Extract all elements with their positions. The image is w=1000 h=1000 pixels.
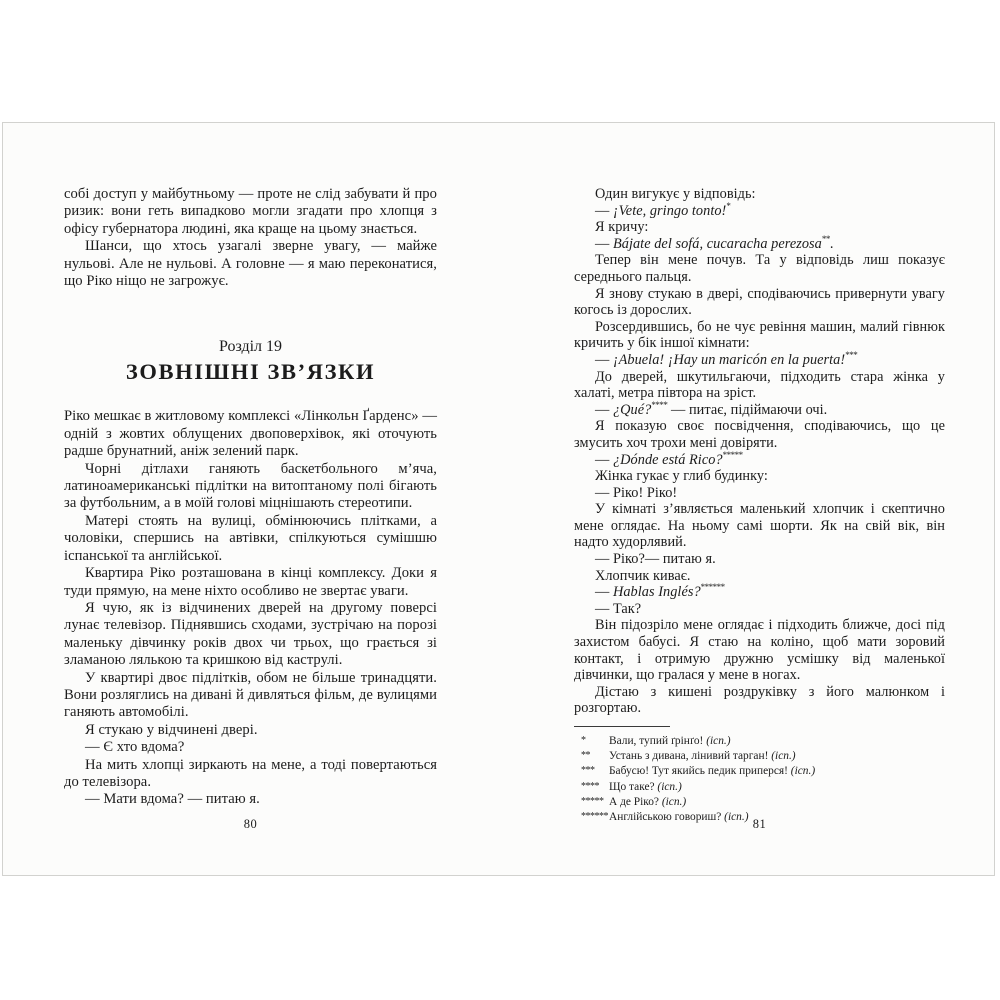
page-left-body-text bbox=[64, 408, 437, 808]
paragraph bbox=[574, 501, 945, 551]
page-left bbox=[64, 186, 437, 809]
footnote-item bbox=[574, 781, 945, 794]
text-run: . bbox=[829, 235, 834, 252]
paragraph bbox=[574, 617, 945, 683]
text-run: Я чую, як із відчинених дверей на другому поверсі лунає телевізор. Піднявшись сходами, зустрічаю на порозі маленьку дівчинку років двох чи трьох, що грається зі зламаною лялькою та кришкою від каструлі. bbox=[64, 599, 437, 669]
page-right bbox=[574, 186, 945, 826]
footnote-language-note: (ісп.) bbox=[771, 750, 796, 763]
spanish-phrase: ¡Vete, gringo tonto! bbox=[612, 202, 727, 219]
paragraph bbox=[574, 252, 945, 285]
text-run: — bbox=[595, 451, 613, 468]
text-run: — Ріко?— питаю я. bbox=[595, 551, 716, 568]
paragraph bbox=[64, 722, 437, 739]
paragraph bbox=[64, 408, 437, 460]
paragraph bbox=[574, 449, 945, 469]
footnote-marker: *** bbox=[581, 765, 595, 777]
text-run: Тепер він мене почув. Та у відповідь лиш показує середнього пальця. bbox=[574, 252, 945, 285]
text-run: Чорні дітлахи ганяють баскетбольного м’яча, латиноамериканські підлітки на витоптаному полі бігають за футбольним, а в моїй голові міцнішають стереотипи. bbox=[64, 460, 437, 512]
footnote-text: Що таке? bbox=[609, 780, 658, 793]
paragraph bbox=[574, 418, 945, 451]
paragraph bbox=[574, 236, 945, 253]
text-run: Дістаю з кишені роздруківку з його малюнком і розгортаю. bbox=[574, 683, 945, 717]
text-run: — bbox=[595, 202, 613, 219]
book-spread bbox=[2, 122, 995, 876]
text-run: Розсердившись, бо не чує ревіння машин, малий гівнюк кричить у бік іншої кімнати: bbox=[574, 318, 945, 352]
paragraph bbox=[574, 186, 945, 203]
footnote-list bbox=[574, 735, 945, 824]
text-run: Квартира Ріко розташована в кінці комплексу. Доки я туди прямую, на мене ніхто особливо не звертає уваги. bbox=[64, 565, 437, 599]
footnote-item bbox=[574, 735, 945, 748]
footnote-ref-marker: ****** bbox=[700, 582, 725, 593]
footnote-text: А де Ріко? bbox=[609, 795, 662, 808]
paragraph bbox=[574, 200, 945, 220]
paragraph bbox=[574, 551, 945, 568]
spanish-phrase: ¡Abuela! ¡Hay un maricón en la puerta! bbox=[612, 351, 846, 368]
text-run: — Так? bbox=[595, 600, 642, 617]
spanish-phrase: Bájate del sofá, cucaracha perezosa bbox=[612, 235, 822, 252]
footnote-marker: **** bbox=[581, 780, 599, 792]
paragraph bbox=[574, 286, 945, 319]
text-run: — bbox=[595, 235, 613, 252]
footnote-ref-marker: * bbox=[726, 200, 731, 211]
paragraph bbox=[574, 485, 945, 502]
paragraph bbox=[64, 739, 437, 756]
paragraph bbox=[574, 584, 945, 601]
paragraph bbox=[574, 684, 945, 717]
footnote-marker: ***** bbox=[581, 795, 604, 807]
text-run: — bbox=[595, 401, 613, 418]
paragraph bbox=[64, 186, 437, 238]
text-run: У квартирі двоє підлітків, обом не більше тринадцяти. Вони розляглись на дивані й дивляться фільм, де вулицями ганяють автомобілі. bbox=[64, 669, 437, 721]
page-number-left: 80 bbox=[243, 817, 258, 831]
text-run: Шанси, що хтось узагалі зверне увагу, — майже нульові. Але не нульові. А головне — я маю переконатися, що Ріко ніщо не загрожує. bbox=[64, 238, 437, 290]
text-run: — bbox=[595, 584, 613, 601]
page-right-body-text bbox=[574, 186, 945, 717]
text-run: собі доступ у майбутньому — проте не слід забувати й про ризик: вони геть випадково могли згадати про хлопця з офісу губернатора людині, яка краще на цьому знається. bbox=[64, 186, 437, 237]
paragraph bbox=[574, 568, 945, 585]
paragraph bbox=[574, 601, 945, 618]
chapter-title: ЗОВНІШНІ ЗВ’ЯЗКИ bbox=[125, 359, 376, 385]
text-run: — питає, підіймаючи очі. bbox=[667, 401, 828, 418]
footnote-item bbox=[574, 765, 945, 778]
text-run: — Мати вдома? — питаю я. bbox=[85, 791, 260, 808]
footnote-marker: ** bbox=[581, 750, 590, 762]
footnote-language-note: (ісп.) bbox=[661, 795, 687, 808]
chapter-label: Розділ 19 bbox=[218, 338, 283, 356]
footnote-marker: ****** bbox=[581, 811, 608, 823]
text-run: Жінка гукає у глиб будинку: bbox=[595, 468, 768, 485]
chapter-heading bbox=[64, 337, 437, 385]
spanish-phrase: Hablas Inglés? bbox=[612, 584, 701, 601]
footnote-text: Бабусю! Тут якийсь педик приперся! bbox=[609, 765, 791, 778]
page-number-right: 81 bbox=[752, 817, 767, 831]
footnote-item bbox=[574, 796, 945, 809]
spanish-phrase: ¿Dónde está Rico? bbox=[612, 451, 723, 468]
text-run: Хлопчик киває. bbox=[595, 567, 691, 584]
paragraph bbox=[64, 565, 437, 600]
footnote-ref-marker: ***** bbox=[722, 449, 743, 460]
paragraph bbox=[64, 791, 437, 808]
footnote-text: Вали, тупий ґрінґо! bbox=[609, 735, 707, 747]
footnote-rule bbox=[574, 726, 670, 727]
footnote-text: Устань з дивана, лінивий тарган! bbox=[609, 750, 772, 763]
text-run: До дверей, шкутильгаючи, підходить стара жінка у халаті, метра півтора на зріст. bbox=[574, 368, 945, 402]
text-run: — Ріко! Ріко! bbox=[595, 484, 678, 501]
paragraph bbox=[64, 513, 437, 565]
text-run: Я кричу: bbox=[595, 219, 649, 236]
text-run: Матері стоять на вулиці, обмінюючись плітками, а чоловіки, спершись на автівки, спілкуються сумішшю іспанської та англійської. bbox=[64, 512, 437, 564]
footnote-ref-marker: **** bbox=[651, 399, 668, 410]
paragraph bbox=[64, 238, 437, 290]
footnote-item bbox=[574, 750, 945, 763]
footnote-language-note: (ісп.) bbox=[724, 811, 749, 824]
spanish-phrase: ¿Qué? bbox=[612, 401, 652, 418]
paragraph bbox=[64, 670, 437, 722]
paragraph bbox=[64, 461, 437, 513]
text-run: Ріко мешкає в житловому комплексі «Лінкольн Ґарденс» — одній з жовтих облущених двоповерхівок, які оточують радше брунатний, аніж зелений парк. bbox=[64, 408, 437, 460]
footnote-language-note: (ісп.) bbox=[657, 780, 682, 793]
text-run: — bbox=[595, 351, 613, 368]
footnote-text: Англійською говориш? bbox=[609, 811, 725, 824]
paragraph bbox=[64, 757, 437, 792]
text-run: У кімнаті з’являється маленький хлопчик і скептично мене оглядає. На ньому самі шорти. Як на свій вік, він надто худорлявий. bbox=[574, 501, 945, 551]
paragraph bbox=[574, 352, 945, 369]
text-run: — Є хто вдома? bbox=[85, 739, 185, 756]
footnote-marker: * bbox=[581, 735, 586, 746]
footnote-language-note: (ісп.) bbox=[706, 735, 731, 747]
text-run: Я знову стукаю в двері, сподіваючись привернути увагу когось із дорослих. bbox=[574, 285, 945, 319]
footnotes-block bbox=[574, 726, 945, 824]
text-run: Я стукаю у відчинені двері. bbox=[85, 721, 258, 738]
text-run: Один вигукує у відповідь: bbox=[595, 186, 756, 202]
paragraph bbox=[574, 369, 945, 402]
footnote-ref-marker: *** bbox=[845, 350, 858, 361]
paragraph bbox=[574, 319, 945, 352]
paragraph bbox=[64, 600, 437, 670]
footnote-ref-marker: ** bbox=[821, 234, 830, 245]
text-run: Він підозріло мене оглядає і підходить ближче, досі під захистом бабусі. Я стаю на коліно, щоб мати зоровий контакт, і отримую дружню усмішку від маленької дівчинки, що гралася у мене в ногах. bbox=[574, 617, 945, 684]
paragraph bbox=[574, 219, 945, 236]
paragraph bbox=[574, 468, 945, 485]
text-run: Я показую своє посвідчення, сподіваючись, що це змусить хоч трохи мені довіряти. bbox=[574, 418, 945, 451]
text-run: На мить хлопці зиркають на мене, а тоді повертаються до телевізора. bbox=[64, 756, 437, 790]
paragraph bbox=[574, 399, 945, 419]
page-left-intro-text bbox=[64, 186, 437, 290]
footnote-language-note: (ісп.) bbox=[790, 765, 816, 778]
